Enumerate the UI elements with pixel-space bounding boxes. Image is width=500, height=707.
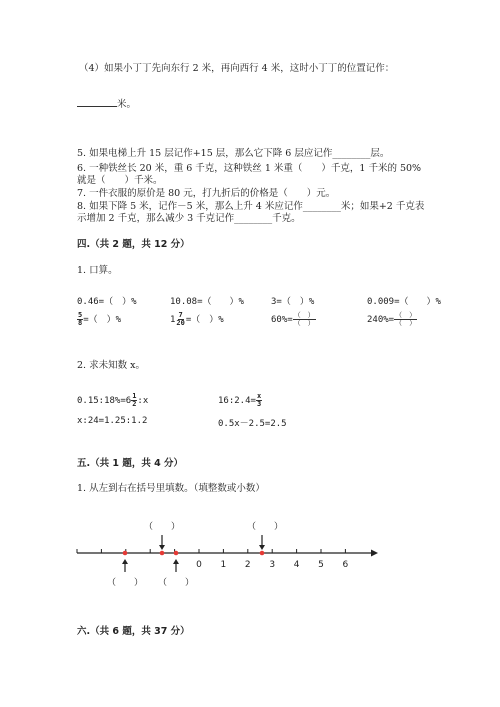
point-marker — [260, 551, 265, 556]
tick-label: 3 — [269, 560, 276, 570]
point-marker — [174, 551, 179, 556]
fraction: $\frac{( )}{( )}$ — [293, 311, 315, 327]
mental-math-item-6: 1 $\frac{7}{20}$ =（ ）% — [170, 311, 224, 327]
fraction: $\frac{1}{2}$ — [132, 392, 137, 408]
fraction: $\frac{( )}{( )}$ — [395, 311, 417, 327]
fraction: $\frac{7}{20}$ — [176, 311, 185, 327]
arrow-up-head — [173, 559, 179, 564]
fraction: $\frac{5}{8}$ — [78, 311, 83, 327]
equation-1: 0.15:18%=6 $\frac{1}{2}$ :x — [77, 392, 149, 408]
q4-part-text: （4）如果小丁丁先向东行 2 米，再向西行 4 米，这时小丁丁的位置记作： — [79, 63, 395, 74]
section-4-title: 四.（共 2 题，共 12 分） — [77, 239, 190, 250]
question-8-line-2: 示增加 2 千克，那么减少 3 千克记作________千克。 — [77, 213, 301, 224]
point-marker — [123, 551, 128, 556]
mental-math-item-5: $\frac{5}{8}$ =（ ）% — [78, 311, 122, 327]
arrow-down-head — [159, 545, 165, 550]
mental-math-item-1: 0.46=（ ）% — [77, 297, 137, 307]
equation-2: 16:2.4= $\frac{x}{3}$ — [218, 392, 262, 408]
tick-label: 0 — [196, 560, 202, 570]
answer-paren-bottom-2[interactable]: （ ） — [157, 578, 195, 588]
tick-label: 6 — [342, 560, 349, 570]
number-line-figure — [0, 505, 500, 600]
question-5: 5. 如果电梯上升 15 层记作+15 层，那么它下降 6 层应记作________层。 — [77, 148, 390, 159]
q4-answer-line — [77, 96, 136, 110]
equation-3: x:24=1.25:1.2 — [77, 416, 148, 426]
axis-arrowhead — [371, 550, 378, 557]
section-6-title: 六.（共 6 题，共 37 分） — [77, 626, 190, 637]
mental-math-item-4: 0.009=（ ）% — [367, 297, 441, 307]
mental-math-item-2: 10.08=（ ）% — [170, 297, 244, 307]
solve-x-label: 2. 求未知数 x。 — [77, 360, 145, 371]
question-8-line-1: 8. 如果下降 5 米，记作－5 米，那么上升 4 米应记作________米；如果+2 千克表 — [77, 201, 425, 212]
section-5-title: 五.（共 1 题，共 4 分） — [77, 458, 184, 469]
arrow-down-head — [259, 545, 265, 550]
answer-paren-top-1[interactable]: （ ） — [143, 522, 181, 532]
q4-answer-suffix: 米。 — [117, 99, 137, 110]
tick-label: 4 — [293, 560, 300, 570]
question-6-line-1: 6. 一种铁丝长 20 米，重 6 千克，这种铁丝 1 米重（ ）千克，1 千米的 50% — [77, 163, 422, 174]
answer-blank[interactable] — [77, 98, 117, 107]
mental-math-item-3: 3=（ ）% — [271, 297, 315, 307]
number-line-instruction: 1. 从左到右在括号里填数。（填整数或小数） — [77, 483, 265, 494]
answer-paren-top-2[interactable]: （ ） — [246, 522, 284, 532]
fraction: $\frac{x}{3}$ — [256, 392, 262, 408]
question-7: 7. 一件衣服的原价是 80 元，打九折后的价格是（ ）元。 — [77, 188, 336, 199]
point-marker — [160, 551, 165, 556]
tick-label: 1 — [220, 560, 227, 570]
mental-math-label: 1. 口算。 — [77, 265, 118, 276]
arrow-up-head — [122, 559, 128, 564]
mental-math-item-8: 240%= $\frac{( )}{( )}$ — [367, 311, 417, 327]
tick-label: 2 — [244, 560, 251, 570]
tick-label: 5 — [318, 560, 324, 570]
equation-4: 0.5x－2.5=2.5 — [218, 419, 287, 429]
axis-tick-labels — [196, 560, 348, 570]
mental-math-item-7: 60%= $\frac{( )}{( )}$ — [271, 311, 315, 327]
answer-paren-bottom-1[interactable]: （ ） — [106, 578, 144, 588]
question-6-line-2: 就是（ ）千米。 — [77, 175, 163, 186]
